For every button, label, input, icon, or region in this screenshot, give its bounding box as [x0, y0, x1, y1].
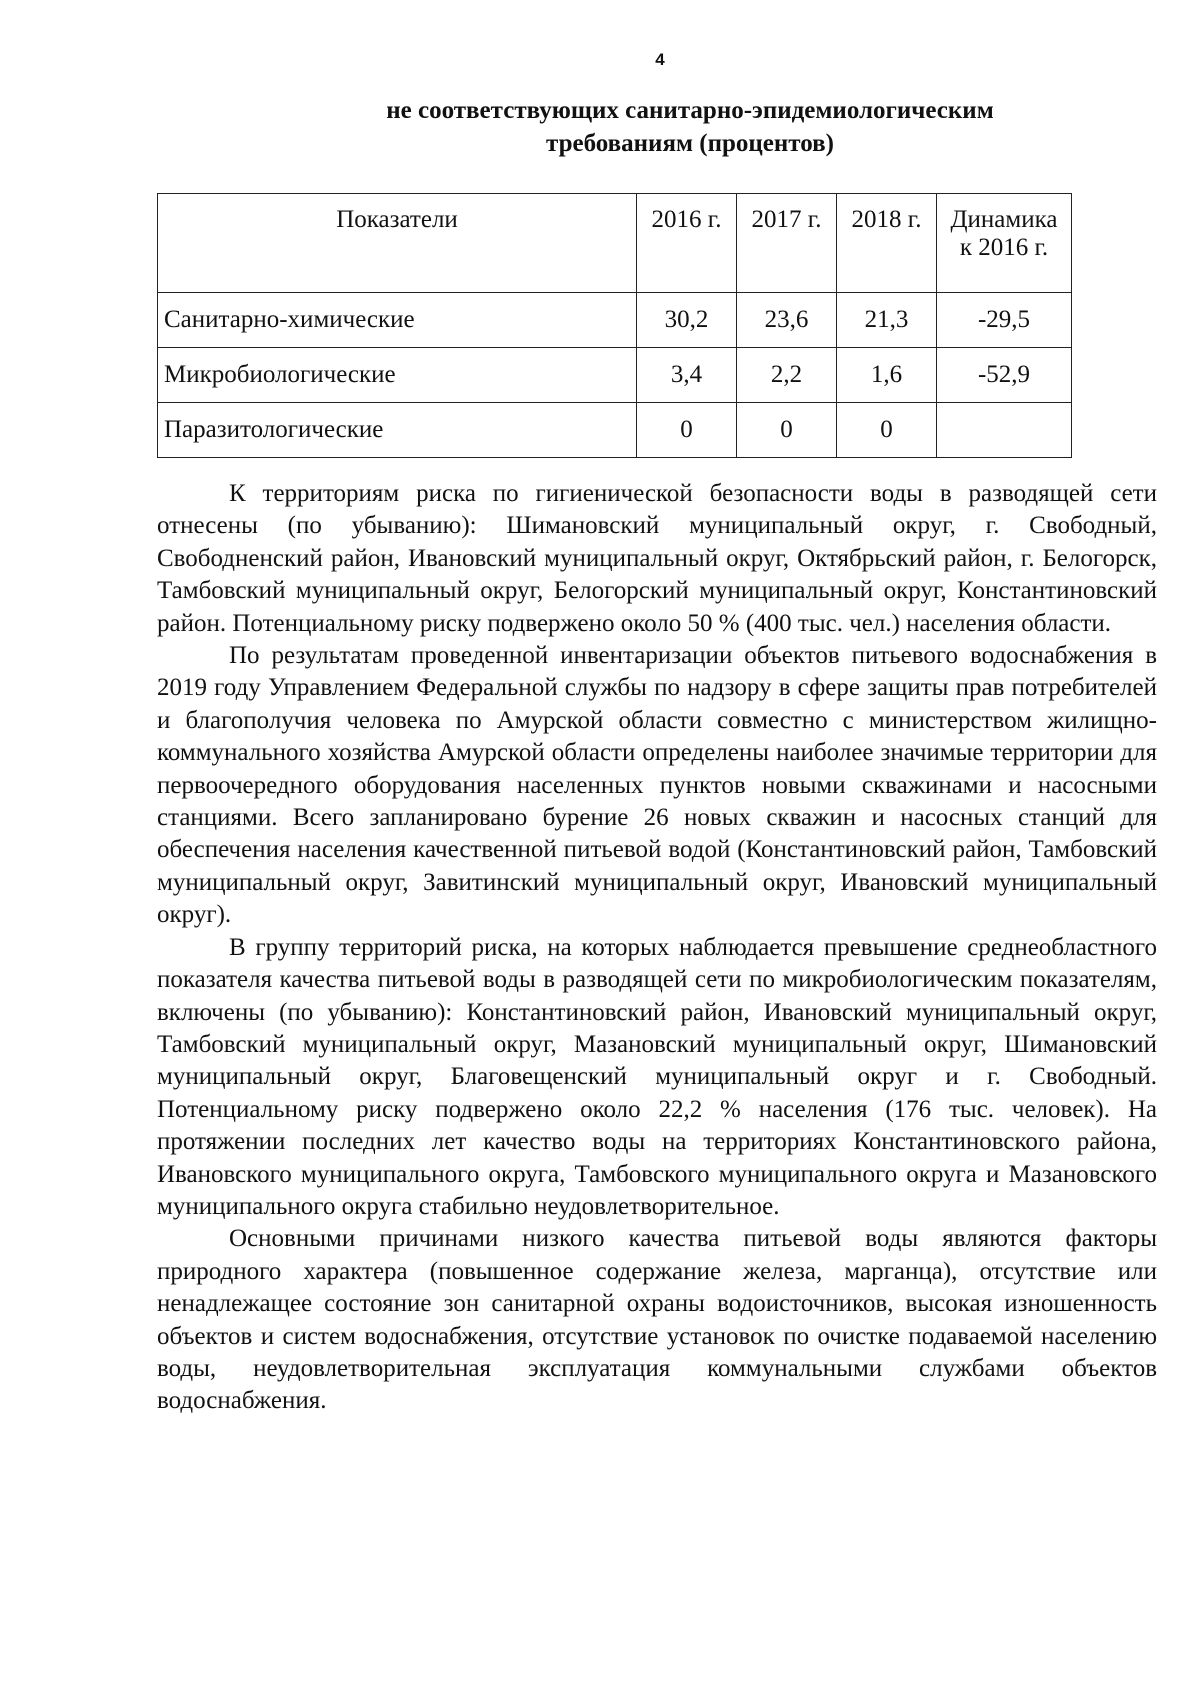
row-dynamics: -52,9: [937, 348, 1072, 403]
body-text: [157, 478, 1157, 1418]
table-header-row: [158, 194, 1072, 293]
paragraph-causes: Основными причинами низкого качества питьевой воды являются факторы природного характера (повышенное содержание железа, марганца), отсутствие или ненадлежащее состояние зон санитарной охраны водоисточников, высокая изношенность объектов и систем водоснабжения, отсутствие установок по очистке подаваемой населению воды, неудовлетворительная эксплуатация коммунальными службами объектов водоснабжения.: [157, 1225, 1157, 1415]
table-title-line-1: не соответствующих санитарно-эпидемиологическим: [386, 97, 994, 124]
row-name: Санитарно-химические: [158, 293, 637, 348]
table-row: [158, 403, 1072, 458]
row-name: Паразитологические: [158, 403, 637, 458]
header-indicator: Показатели: [158, 194, 637, 293]
indicators-table: [157, 193, 1072, 458]
row-value-2017: 23,6: [737, 293, 837, 348]
row-value-2018: 0: [837, 403, 937, 458]
header-2016: 2016 г.: [637, 194, 737, 293]
row-value-2018: 1,6: [837, 348, 937, 403]
header-2017: 2017 г.: [737, 194, 837, 293]
page-number: 4: [655, 50, 665, 69]
header-dynamics: Динамика к 2016 г.: [937, 194, 1072, 293]
row-value-2018: 21,3: [837, 293, 937, 348]
row-value-2017: 0: [737, 403, 837, 458]
header-2018: 2018 г.: [837, 194, 937, 293]
table-row: [158, 293, 1072, 348]
paragraph-microbiological-risk: В группу территорий риска, на которых наблюдается превышение среднеобластного показателя качества питьевой воды в разводящей сети по микробиологическим показателям, включены (по убыванию): Константиновский район, Ивановский муниципальный округ, Тамбовский муниципальный округ, Мазановский муниципальный округ, Шимановский муниципальный округ, Благовещенский муниципальный округ и г. Свободный. Потенциальному риску подвержено около 22,2 % населения (176 тыс. человек). На протяжении последних лет качество воды на территориях Константиновского района, Ивановского муниципального округа, Тамбовского муниципального округа и Мазановского муниципального округа стабильно неудовлетворительное.: [157, 933, 1157, 1220]
row-value-2016: 0: [637, 403, 737, 458]
row-value-2016: 3,4: [637, 348, 737, 403]
row-dynamics: -29,5: [937, 293, 1072, 348]
row-dynamics: [937, 403, 1072, 458]
table-title: [300, 94, 1080, 160]
table-row: [158, 348, 1072, 403]
row-value-2016: 30,2: [637, 293, 737, 348]
row-value-2017: 2,2: [737, 348, 837, 403]
row-name: Микробиологические: [158, 348, 637, 403]
table-title-line-2: требованиям (процентов): [546, 130, 834, 157]
paragraph-risk-territories: К территориям риска по гигиенической безопасности воды в разводящей сети отнесены (по убыванию): Шимановский муниципальный округ, г. Свободный, Свободненский район, Ивановский муниципальный округ, Октябрьский район, г. Белогорск, Тамбовский муниципальный округ, Белогорский муниципальный округ, Константиновский район. Потенциальному риску подвержено около 50 % (400 тыс. чел.) населения области.: [157, 480, 1157, 637]
paragraph-inventory: По результатам проведенной инвентаризации объектов питьевого водоснабжения в 2019 году Управлением Федеральной службы по надзору в сфере защиты прав потребителей и благополучия человека по Амурской области совместно с министерством жилищно-коммунального хозяйства Амурской области определены наиболее значимые территории для первоочередного оборудования населенных пунктов новыми скважинами и насосными станциями. Всего запланировано бурение 26 новых скважин и насосных станций для обеспечения населения качественной питьевой водой (Константиновский район, Тамбовский муниципальный округ, Завитинский муниципальный округ, Ивановский муниципальный округ).: [157, 642, 1157, 929]
